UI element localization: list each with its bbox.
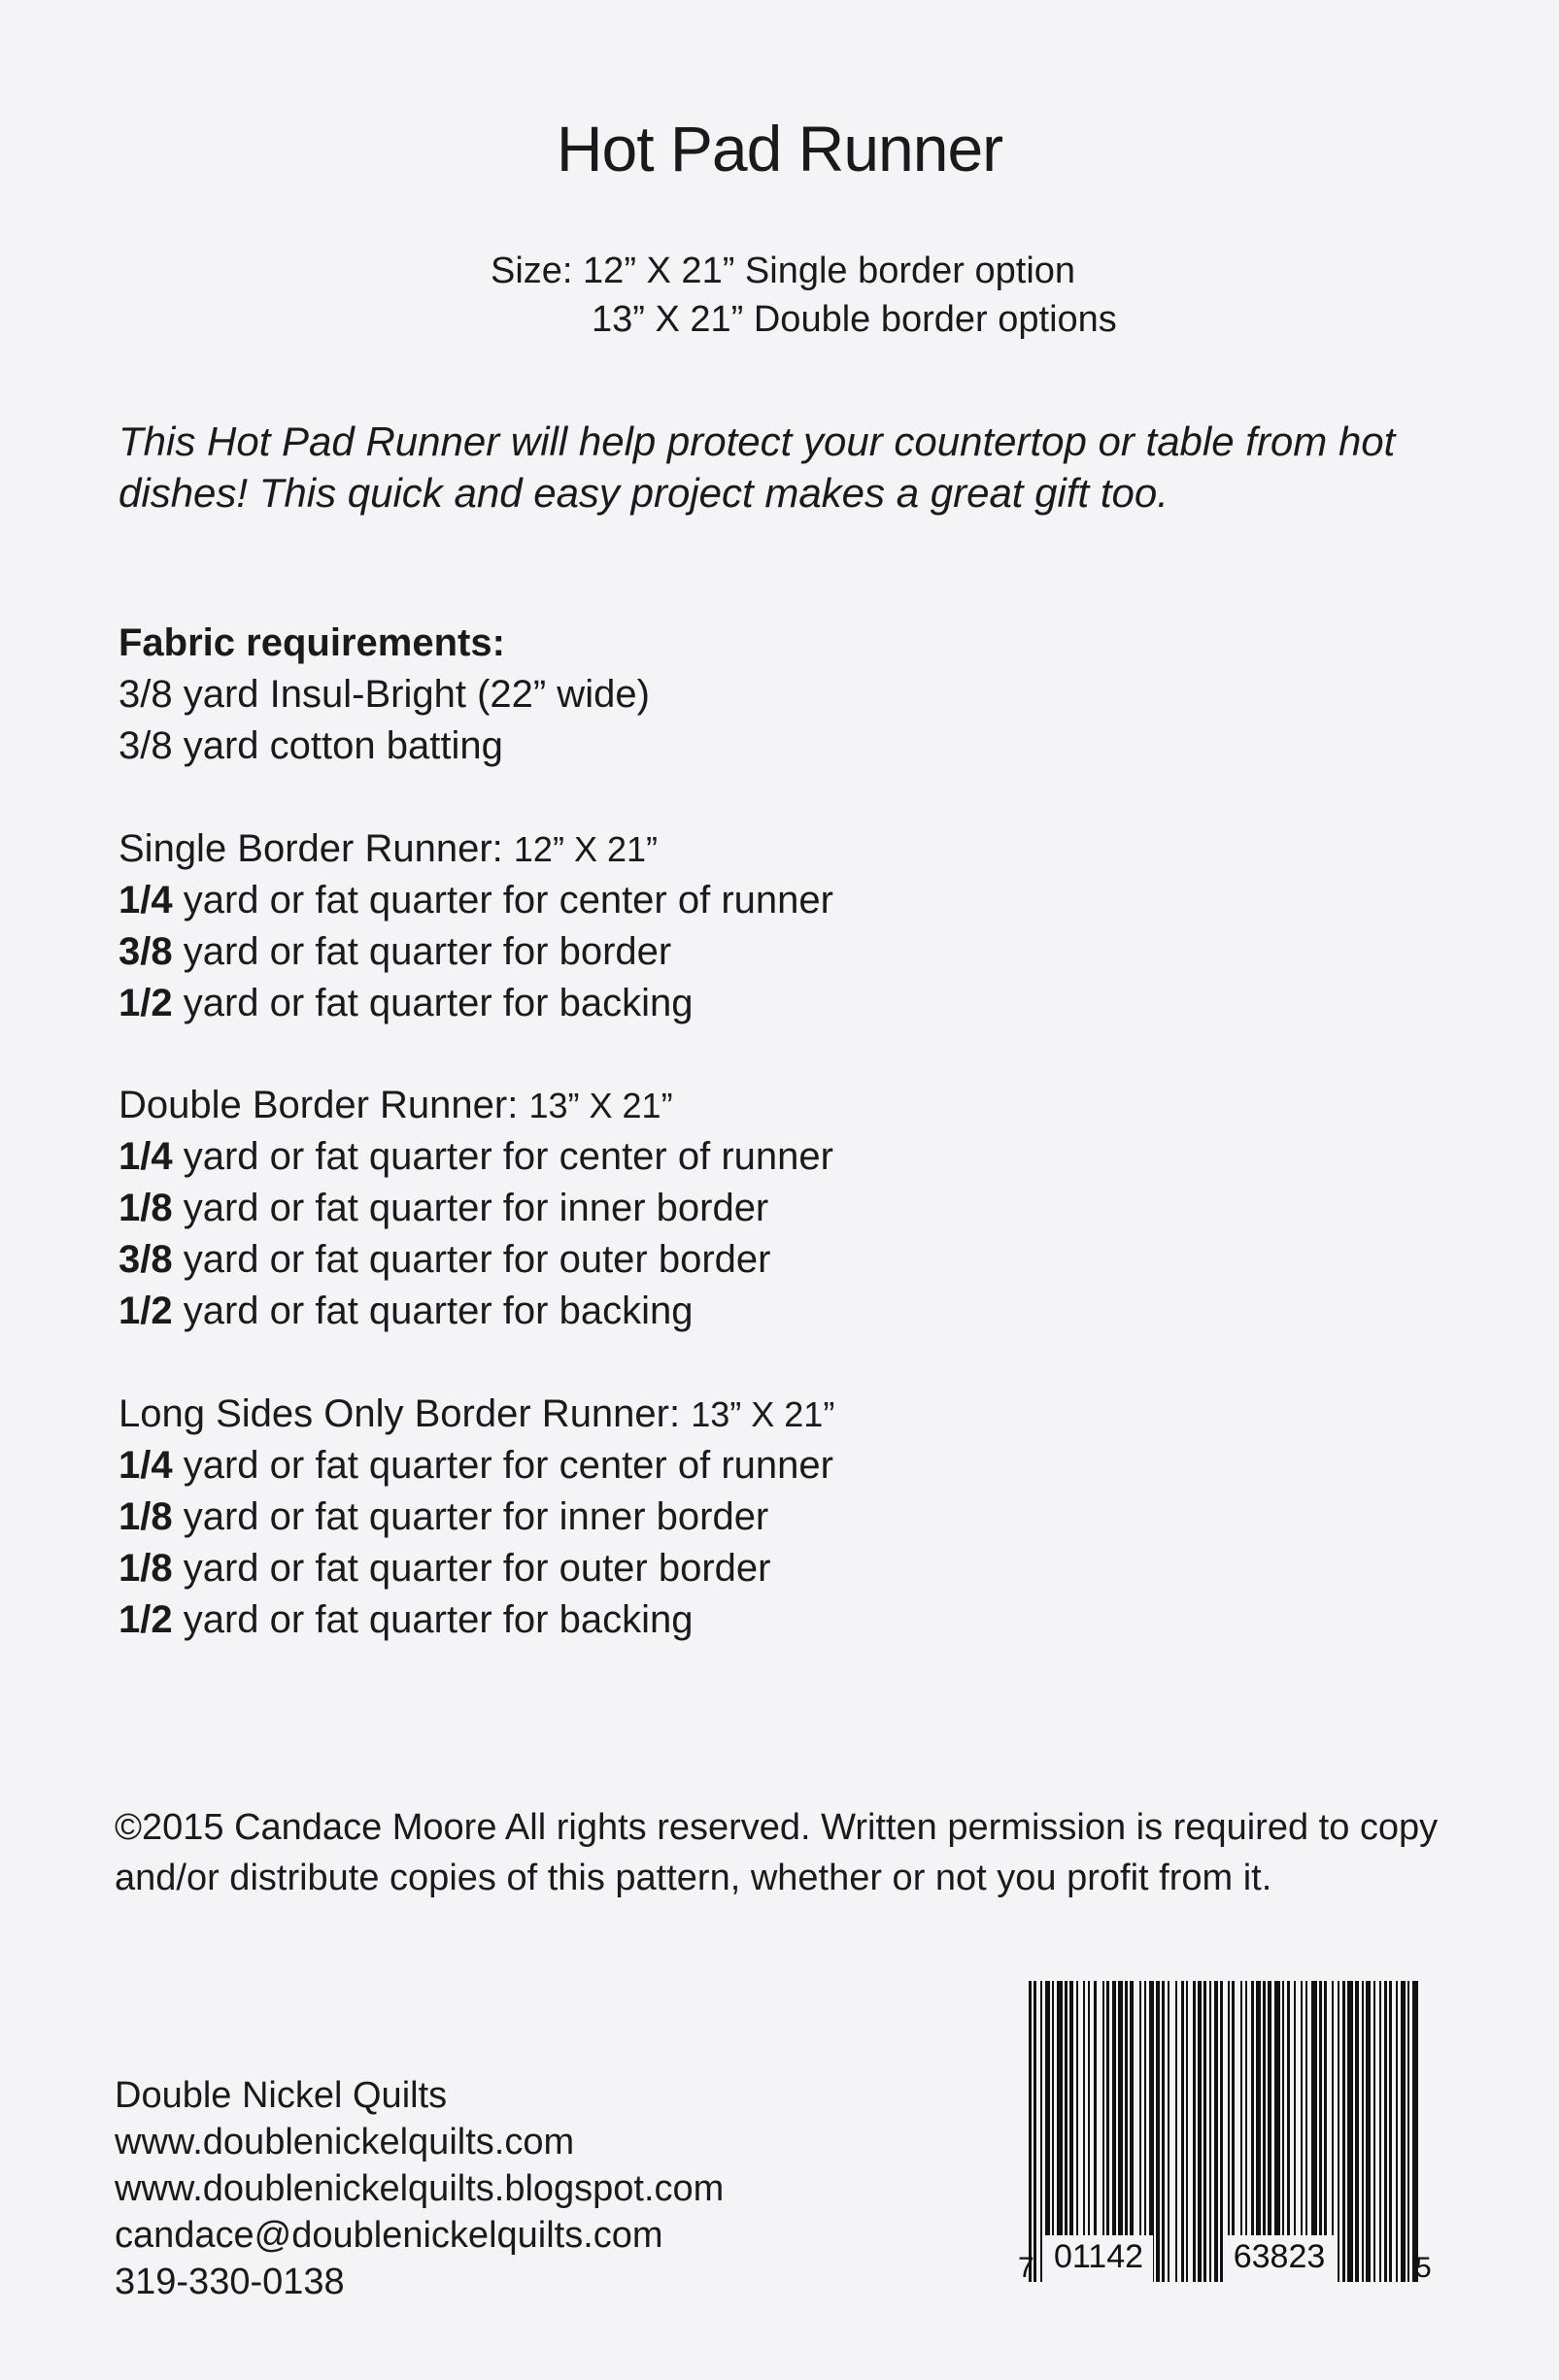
page-title: Hot Pad Runner (556, 113, 1003, 184)
item-qty: 1/2 (119, 982, 173, 1024)
barcode-bar (1209, 1981, 1211, 2282)
item-text: yard or fat quarter for backing (183, 982, 694, 1024)
single-item (119, 926, 833, 978)
barcode-bar (1338, 1981, 1339, 2282)
single-item (119, 875, 833, 926)
double-heading-line (119, 1080, 833, 1131)
blog-link[interactable]: www.doublenickelquilts.blogspot.com (115, 2168, 725, 2209)
single-item (119, 978, 833, 1029)
item-qty: 1/2 (119, 1290, 173, 1332)
barcode-bar (1347, 1981, 1353, 2282)
fabric-requirements (119, 618, 650, 772)
item-qty: 1/4 (119, 879, 173, 922)
double-dimensions: 13” X 21” (528, 1086, 673, 1125)
long-sides-section (119, 1389, 834, 1646)
fabric-item: 3/8 yard Insul-Bright (22” wide) (119, 673, 650, 716)
company-name: Double Nickel Quilts (115, 2075, 448, 2116)
barcode-bar (1396, 1981, 1398, 2282)
item-text: yard or fat quarter for inner border (183, 1187, 769, 1229)
longsides-heading: Long Sides Only Border Runner: (119, 1392, 681, 1435)
barcode-bar (1198, 1981, 1202, 2282)
intro-paragraph: This Hot Pad Runner will help protect your countertop or table from hot dishes! This quick and easy project makes a great gift too. (119, 419, 1396, 516)
longsides-dimensions: 13” X 21” (691, 1394, 835, 1434)
item-text: yard or fat quarter for backing (183, 1598, 694, 1641)
barcode-bar (1412, 1981, 1418, 2282)
barcode-bar (1168, 1981, 1169, 2282)
barcode-left-group: 01142 (1053, 2238, 1144, 2275)
item-text: yard or fat quarter for outer border (183, 1547, 771, 1590)
item-text: yard or fat quarter for outer border (183, 1238, 771, 1281)
barcode (1015, 1981, 1433, 2301)
size-single: 12” X 21” Single border option (583, 251, 1076, 291)
item-qty: 1/4 (119, 1444, 173, 1487)
barcode-bar (1379, 1981, 1381, 2282)
item-qty: 3/8 (119, 930, 173, 973)
item-text: yard or fat quarter for center of runner (183, 1135, 833, 1178)
barcode-bar (1362, 1981, 1364, 2282)
item-text: yard or fat quarter for inner border (183, 1495, 769, 1538)
barcode-bar (1401, 1981, 1406, 2282)
double-item (119, 1131, 833, 1183)
longsides-heading-line (119, 1389, 834, 1440)
item-text: yard or fat quarter for center of runner (183, 879, 833, 922)
size-line-2: 13” X 21” Double border options (592, 299, 1117, 340)
single-heading: Single Border Runner: (119, 827, 503, 870)
single-heading-line (119, 823, 833, 875)
barcode-bar (1193, 1981, 1196, 2282)
size-label: Size: (491, 251, 573, 291)
single-border-section (119, 823, 833, 1029)
item-qty: 3/8 (119, 1238, 173, 1281)
item-qty: 1/8 (119, 1547, 173, 1590)
barcode-right-group: 63823 (1233, 2238, 1326, 2275)
item-text: yard or fat quarter for center of runner (183, 1444, 833, 1487)
barcode-bar (1384, 1981, 1387, 2282)
fabric-item: 3/8 yard cotton batting (119, 724, 503, 767)
barcode-bar (1034, 1981, 1036, 2282)
longsides-item (119, 1440, 834, 1492)
phone-number: 319-330-0138 (115, 2262, 345, 2302)
item-qty: 1/8 (119, 1187, 173, 1229)
barcode-first-digit: 7 (1018, 2252, 1034, 2284)
double-item (119, 1183, 833, 1234)
copyright-notice: ©2015 Candace Moore All rights reserved. Written permission is required to copy and/or distribute copies of this pattern, whether or not you profit from it. (115, 1807, 1439, 1898)
barcode-bar (1355, 1981, 1359, 2282)
item-text: yard or fat quarter for backing (183, 1290, 694, 1332)
barcode-bar (1220, 1981, 1223, 2282)
longsides-item (119, 1543, 834, 1594)
email-link[interactable]: candace@doublenickelquilts.com (115, 2215, 663, 2256)
barcode-bar (1373, 1981, 1375, 2282)
barcode-bar (1029, 1981, 1032, 2282)
barcode-last-digit: 5 (1415, 2252, 1432, 2284)
contact-info (115, 2072, 724, 2305)
barcode-bar (1175, 1981, 1177, 2282)
barcode-bar (1203, 1981, 1206, 2282)
single-dimensions: 12” X 21” (513, 829, 658, 869)
item-text: yard or fat quarter for border (183, 930, 672, 973)
double-item (119, 1286, 833, 1337)
double-item (119, 1234, 833, 1286)
barcode-bar (1214, 1981, 1218, 2282)
barcode-bar (1407, 1981, 1409, 2282)
barcode-bar (1366, 1981, 1371, 2282)
barcode-bar (1186, 1981, 1188, 2282)
item-qty: 1/2 (119, 1598, 173, 1641)
fabric-heading: Fabric requirements: (119, 621, 505, 664)
barcode-bar (1162, 1981, 1165, 2282)
size-block (491, 247, 1117, 344)
barcode-bar (1342, 1981, 1345, 2282)
barcode-bar (1040, 1981, 1042, 2282)
website-link[interactable]: www.doublenickelquilts.com (115, 2122, 575, 2162)
item-qty: 1/8 (119, 1495, 173, 1538)
double-heading: Double Border Runner: (119, 1084, 519, 1126)
barcode-bar (1181, 1981, 1184, 2282)
item-qty: 1/4 (119, 1135, 173, 1178)
double-border-section (119, 1080, 833, 1337)
longsides-item (119, 1594, 834, 1646)
barcode-bar (1156, 1981, 1160, 2282)
size-line-1 (491, 247, 1117, 295)
barcode-bar (1389, 1981, 1392, 2282)
longsides-item (119, 1492, 834, 1543)
